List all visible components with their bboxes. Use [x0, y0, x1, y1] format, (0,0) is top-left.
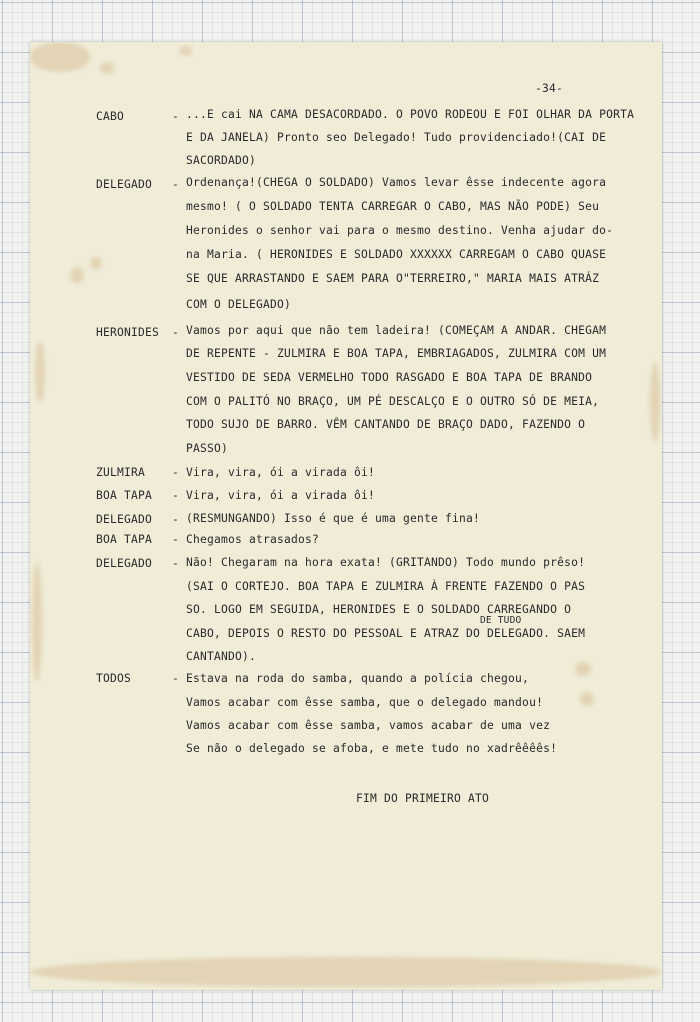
dialogue-line: (RESMUNGANDO) Isso é que é uma gente fina!	[186, 512, 481, 525]
stain	[35, 342, 45, 402]
dialogue-line: SE QUE ARRASTANDO E SAEM PARA O"TERREIRO," MARIA MAIS ATRÁZ	[186, 272, 600, 285]
stain	[90, 257, 102, 269]
dialogue-line: Chegamos atrasados?	[186, 533, 320, 546]
typed-page	[30, 42, 662, 990]
song-line: Vamos acabar com êsse samba, vamos acabar de uma vez	[186, 719, 551, 732]
song-line: Se não o delegado se afoba, e mete tudo no xadrêêêês!	[186, 742, 558, 755]
dialogue-line: Heronides o senhor vai para o mesmo destino. Venha ajudar do-	[186, 224, 614, 237]
dialogue-line: DE REPENTE - ZULMIRA E BOA TAPA, EMBRIAGADOS, ZULMIRA COM UM	[186, 347, 607, 360]
stain	[580, 692, 594, 706]
stain	[180, 46, 192, 56]
speaker-dash: -	[172, 489, 180, 502]
dialogue-line: Não! Chegaram na hora exata! (GRITANDO) Todo mundo prêso!	[186, 556, 586, 569]
speaker-dash: -	[172, 178, 180, 191]
speaker-name: ZULMIRA	[96, 466, 146, 479]
dialogue-line: Ordenança!(CHEGA O SOLDADO) Vamos levar êsse indecente agora	[186, 176, 607, 189]
dialogue-line: PASSO)	[186, 442, 229, 455]
speaker-name: DELEGADO	[96, 557, 153, 570]
stain	[70, 267, 84, 283]
dialogue-line: TODO SUJO DE BARRO. VÊM CANTANDO DE BRAÇO DADO, FAZENDO O	[186, 418, 586, 431]
speaker-dash: -	[172, 466, 180, 479]
stain	[100, 62, 114, 74]
speaker-dash: -	[172, 110, 180, 123]
stain	[30, 42, 90, 72]
speaker-name: BOA TAPA	[96, 533, 153, 546]
dialogue-line: mesmo! ( O SOLDADO TENTA CARREGAR O CABO, MAS NÃO PODE) Seu	[186, 200, 600, 213]
dialogue-line: Vira, vira, ói a virada ôi!	[186, 489, 376, 502]
act-ending: FIM DO PRIMEIRO ATO	[356, 792, 490, 805]
stain	[575, 662, 591, 676]
song-line: Vamos acabar com êsse samba, que o delegado mandou!	[186, 696, 544, 709]
dialogue-line: na Maria. ( HERONIDES E SOLDADO XXXXXX CARREGAM O CABO QUASE	[186, 248, 607, 261]
dialogue-line: E DA JANELA) Pronto seo Delegado! Tudo providenciado!(CAI DE	[186, 131, 607, 144]
speaker-dash: -	[172, 672, 180, 685]
speaker-dash: -	[172, 326, 180, 339]
speaker-name: BOA TAPA	[96, 489, 153, 502]
song-line: Estava na roda do samba, quando a polícia chegou,	[186, 672, 530, 685]
dialogue-line: SO. LOGO EM SEGUIDA, HERONIDES E O SOLDADO CARREGANDO O	[186, 603, 572, 616]
stain	[32, 562, 42, 682]
interlinear-correction: DE TUDO	[480, 615, 522, 626]
stain	[650, 362, 660, 442]
dialogue-line: (SAI O CORTEJO. BOA TAPA E ZULMIRA À FRENTE FAZENDO O PAS	[186, 580, 586, 593]
stain	[30, 957, 662, 987]
dialogue-line: SACORDADO)	[186, 154, 257, 167]
dialogue-line: ...E cai NA CAMA DESACORDADO. O POVO RODEOU E FOI OLHAR DA PORTA	[186, 108, 635, 121]
dialogue-line: COM O PALITÓ NO BRAÇO, UM PÉ DESCALÇO E O OUTRO SÓ DE MEIA,	[186, 395, 600, 408]
dialogue-line: COM O DELEGADO)	[186, 298, 292, 311]
page-number: -34-	[535, 82, 564, 95]
speaker-name: TODOS	[96, 672, 132, 685]
speaker-dash: -	[172, 533, 180, 546]
speaker-name: HERONIDES	[96, 326, 160, 339]
dialogue-line: CABO, DEPOIS O RESTO DO PESSOAL E ATRAZ DO DELEGADO. SAEM	[186, 627, 586, 640]
speaker-dash: -	[172, 557, 180, 570]
speaker-name: DELEGADO	[96, 513, 153, 526]
speaker-dash: -	[172, 513, 180, 526]
dialogue-line: Vira, vira, ói a virada ôi!	[186, 466, 376, 479]
speaker-name: DELEGADO	[96, 178, 153, 191]
speaker-name: CABO	[96, 110, 125, 123]
dialogue-line: Vamos por aqui que não tem ladeira! (COMEÇAM A ANDAR. CHEGAM	[186, 324, 607, 337]
dialogue-line: CANTANDO).	[186, 650, 257, 663]
dialogue-line: VESTIDO DE SEDA VERMELHO TODO RASGADO E BOA TAPA DE BRANDO	[186, 371, 593, 384]
